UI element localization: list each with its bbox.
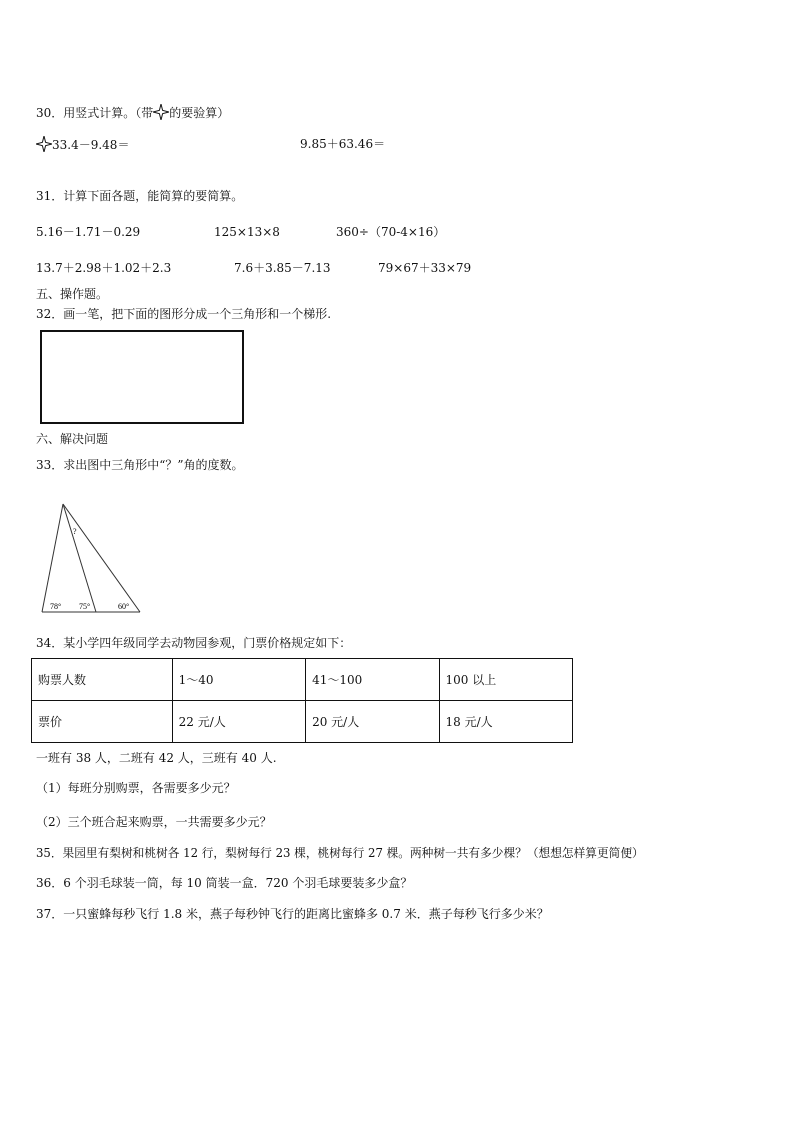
q30-title xyxy=(36,104,229,121)
ticket-price-table xyxy=(31,658,573,743)
q33-title: 33．求出图中三角形中“？”角的度数。 xyxy=(36,458,244,472)
q34-sub2: （2）三个班合起来购票，一共需要多少元？ xyxy=(36,815,272,829)
q30-expr1 xyxy=(36,136,129,153)
table-cell: 票价 xyxy=(32,701,173,743)
right-edge xyxy=(63,504,140,612)
q30-title-text: 30．用竖式计算。（带 xyxy=(36,106,154,120)
angle-60-label: 60° xyxy=(118,602,130,611)
q34-title: 34．某小学四年级同学去动物园参观，门票价格规定如下： xyxy=(36,636,352,650)
angle-78-label: 78° xyxy=(50,602,62,611)
left-edge xyxy=(42,504,63,612)
q31-title: 31．计算下面各题，能简算的要简算。 xyxy=(36,189,244,203)
table-cell: 18 元/人 xyxy=(439,701,572,743)
four-point-star-icon xyxy=(153,104,169,120)
q37-text: 37．一只蜜蜂每秒飞行 1.8 米，燕子每秒钟飞行的距离比蜜蜂多 0.7 米．燕子每秒飞行多少米？ xyxy=(36,907,549,921)
section-6-heading: 六、解决问题 xyxy=(36,432,109,446)
q33-triangle-figure xyxy=(36,498,146,616)
q31-expr-1: 5.16－1.71－0.29 xyxy=(36,225,141,239)
q31-expr-4: 13.7＋2.98＋1.02＋2.3 xyxy=(36,261,172,275)
q31-expr-2: 125×13×8 xyxy=(214,225,280,239)
q31-expr-5: 7.6＋3.85－7.13 xyxy=(234,261,331,275)
section-5-heading: 五、操作题。 xyxy=(36,287,109,301)
table-cell: 1～40 xyxy=(172,659,305,701)
inner-edge xyxy=(63,504,96,612)
q34-sub1: （1）每班分别购票，各需要多少元？ xyxy=(36,781,236,795)
q30-expr1-text: 33.4－9.48＝ xyxy=(52,138,130,152)
table-cell: 41～100 xyxy=(306,659,439,701)
q31-expr-6: 79×67＋33×79 xyxy=(378,261,472,275)
angle-75-label: 75° xyxy=(79,602,91,611)
q34-info: 一班有 38 人，二班有 42 人，三班有 40 人. xyxy=(36,751,277,765)
table-cell: 购票人数 xyxy=(32,659,173,701)
q31-expr-3: 360÷（70-4×16） xyxy=(336,225,446,239)
angle-question-label: ? xyxy=(73,527,77,536)
q35-text: 35．果园里有梨树和桃树各 12 行，梨树每行 23 棵，桃树每行 27 棵。两种树一共有多少棵？（想想怎样算更简便） xyxy=(36,846,644,860)
q32-rectangle xyxy=(40,330,244,424)
table-row xyxy=(32,659,573,701)
q30-expr2: 9.85＋63.46＝ xyxy=(300,137,386,151)
table-cell: 100 以上 xyxy=(439,659,572,701)
table-cell: 20 元/人 xyxy=(306,701,439,743)
q30-title-tail: 的要验算） xyxy=(169,106,230,120)
table-row xyxy=(32,701,573,743)
q32-title: 32．画一笔，把下面的图形分成一个三角形和一个梯形. xyxy=(36,307,332,321)
four-point-star-icon xyxy=(36,136,52,152)
table-cell: 22 元/人 xyxy=(172,701,305,743)
triangle-lines xyxy=(42,504,140,612)
q36-text: 36．6 个羽毛球装一筒，每 10 筒装一盒．720 个羽毛球要装多少盒？ xyxy=(36,876,413,890)
